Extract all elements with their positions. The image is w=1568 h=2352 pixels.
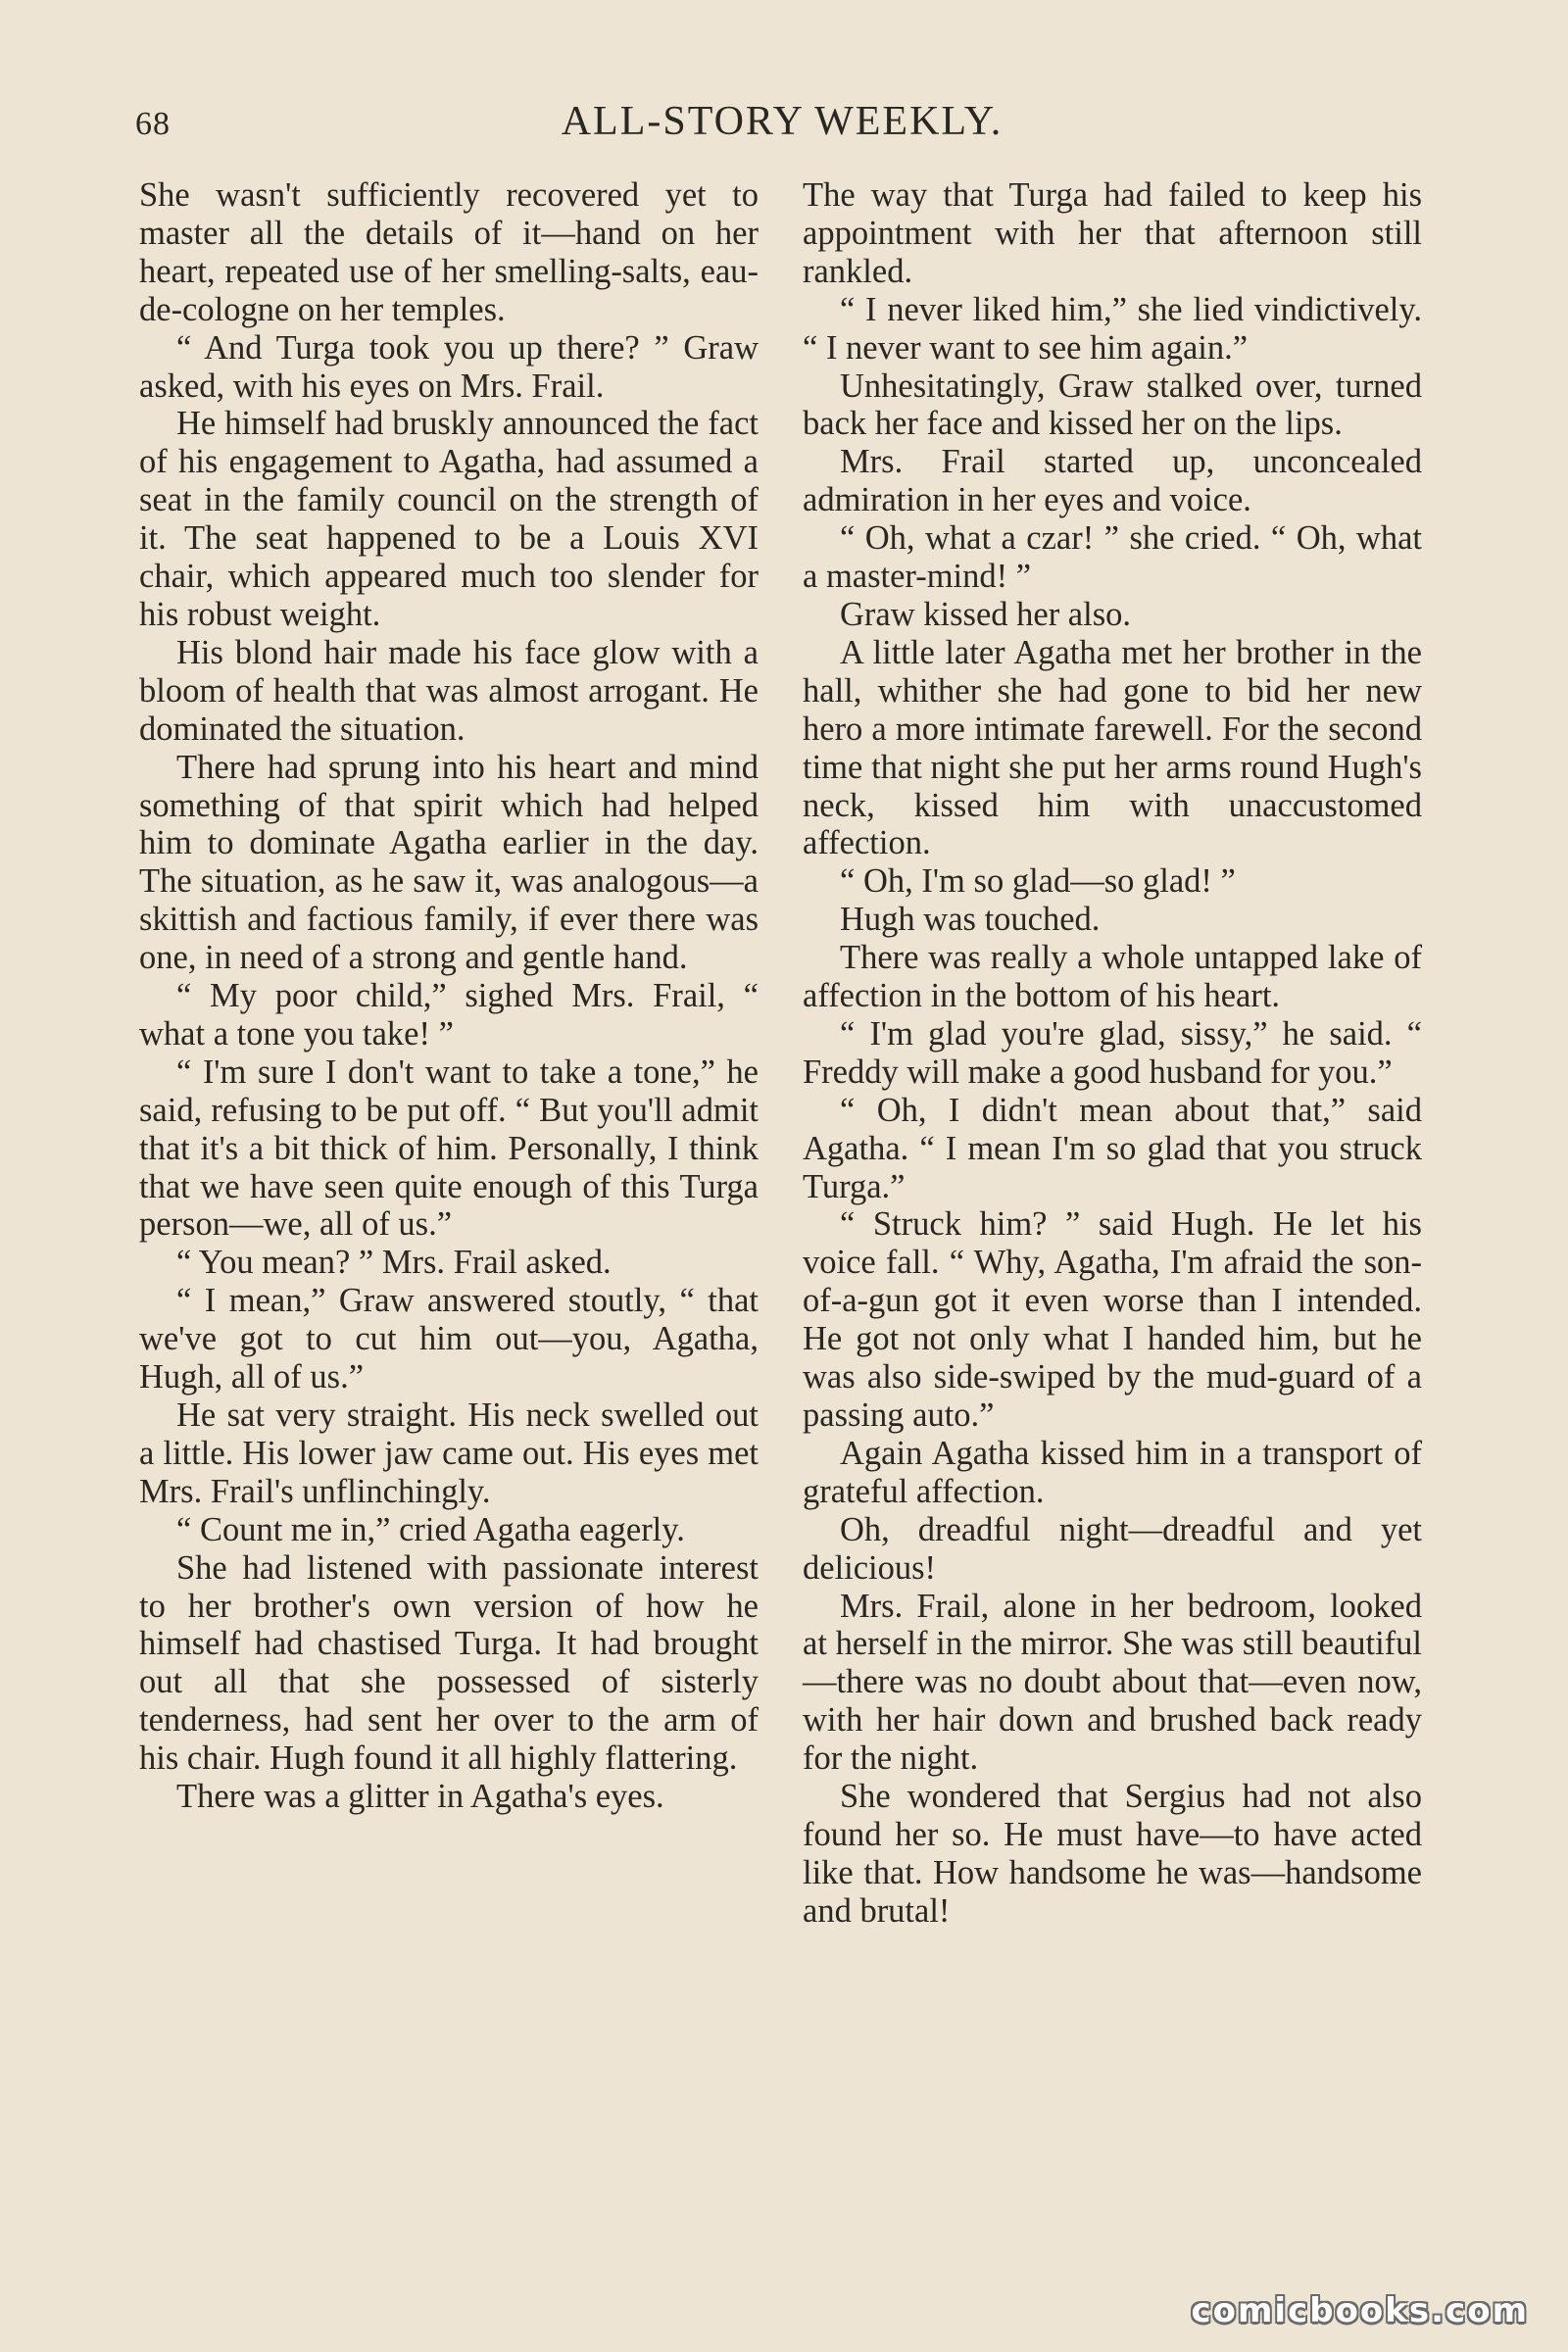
paragraph: She wondered that Sergius had not also found her so. He must have—to have acted like that. How handsome he was—handsome and brutal! (803, 1778, 1422, 1930)
paragraph: There was a glitter in Agatha's eyes. (176, 1778, 664, 1816)
paragraph: “ Oh, I didn't mean about that,” said Agatha. “ I mean I'm so glad that you struck Turga.” (803, 1091, 1422, 1205)
paragraph: The way that Turga had failed to keep his appointment with her that afternoon still rankled. (803, 176, 1422, 290)
paragraph: “ I mean,” Graw answered stoutly, “ that we've got to cut him out—you, Agatha, Hugh, all of us.” (139, 1282, 759, 1396)
paragraph: “ Count me in,” cried Agatha eagerly. (176, 1510, 685, 1548)
paragraph: There had sprung into his heart and mind something of that spirit which had helped him to dominate Agatha earlier in the day. The situation, as he saw it, was analogous—a skittish and factious family, if ever there was one, in need of a strong and gentle hand. (139, 748, 759, 977)
paragraph: She wasn't sufficiently recovered yet to master all the details of it—hand on her heart, repeated use of her smelling-salts, eau-de-cologne on her temples. (139, 176, 759, 328)
running-title: ALL-STORY WEEKLY. (561, 99, 1004, 144)
paragraph: Unhesitatingly, Graw stalked over, turned back her face and kissed her on the lips. (803, 367, 1422, 443)
paragraph: He himself had bruskly announced the fact of his engagement to Agatha, had assumed a seat in the family council on the strength of it. The seat happened to be a Louis XVI chair, which appeared much too slender for his robust weight. (139, 405, 759, 633)
paragraph: He sat very straight. His neck swelled out a little. His lower jaw came out. His eyes met Mrs. Frail's unflinchingly. (139, 1396, 759, 1510)
paragraph: “ I'm glad you're glad, sissy,” he said. “ Freddy will make a good husband for you.” (803, 1014, 1422, 1091)
watermark: comicbooks.com (1191, 2291, 1529, 2330)
paragraph: A little later Agatha met her brother in the hall, whither she had gone to bid her new hero a more intimate farewell. For the second time that night she put her arms round Hugh's neck, kissed him with unaccustomed affection. (803, 633, 1422, 862)
right-column (803, 176, 1422, 1931)
paragraph: “ Oh, what a czar! ” she cried. “ Oh, what a master-mind! ” (803, 519, 1422, 596)
page-header (135, 98, 1429, 157)
paragraph: “ You mean? ” Mrs. Frail asked. (176, 1244, 612, 1282)
paragraph: Mrs. Frail started up, unconcealed admiration in her eyes and voice. (803, 443, 1422, 519)
paragraph: Oh, dreadful night—dreadful and yet delicious! (803, 1510, 1422, 1587)
paragraph: “ I'm sure I don't want to take a tone,” he said, refusing to be put off. “ But you'll admit that it's a bit thick of him. Personally, I think that we have seen quite enough of this Turga person—we, all of us.” (139, 1053, 759, 1244)
left-column (139, 176, 759, 1816)
paragraph: “ Struck him? ” said Hugh. He let his voice fall. “ Why, Agatha, I'm afraid the son-of-a-gun got it even worse than I intended. He got not only what I handed him, but he was also side-swiped by the mud-guard of a passing auto.” (803, 1205, 1422, 1434)
paragraph: Hugh was touched. (840, 901, 1101, 939)
paragraph: His blond hair made his face glow with a bloom of health that was almost arrogant. He dominated the situation. (139, 633, 759, 748)
paragraph: “ And Turga took you up there? ” Graw asked, with his eyes on Mrs. Frail. (139, 328, 759, 405)
paragraph: She had listened with passionate interest to her brother's own version of how he himself had chastised Turga. It had brought out all that she possessed of sisterly tenderness, had sent her over to the arm of his chair. Hugh found it all highly flattering. (139, 1548, 759, 1778)
page-number: 68 (135, 106, 171, 142)
paragraph: “ I never liked him,” she lied vindictively. “ I never want to see him again.” (803, 290, 1422, 367)
paragraph: Again Agatha kissed him in a transport of grateful affection. (803, 1434, 1422, 1510)
paragraph: “ Oh, I'm so glad—so glad! ” (840, 862, 1236, 901)
paragraph: There was really a whole untapped lake of affection in the bottom of his heart. (803, 939, 1422, 1015)
paragraph: “ My poor child,” sighed Mrs. Frail, “ what a tone you take! ” (139, 977, 759, 1053)
paragraph: Mrs. Frail, alone in her bedroom, looked at herself in the mirror. She was still beautiful—there was no doubt about that—even now, with her hair down and brushed back ready for the night. (803, 1587, 1422, 1778)
paragraph: Graw kissed her also. (840, 595, 1132, 633)
